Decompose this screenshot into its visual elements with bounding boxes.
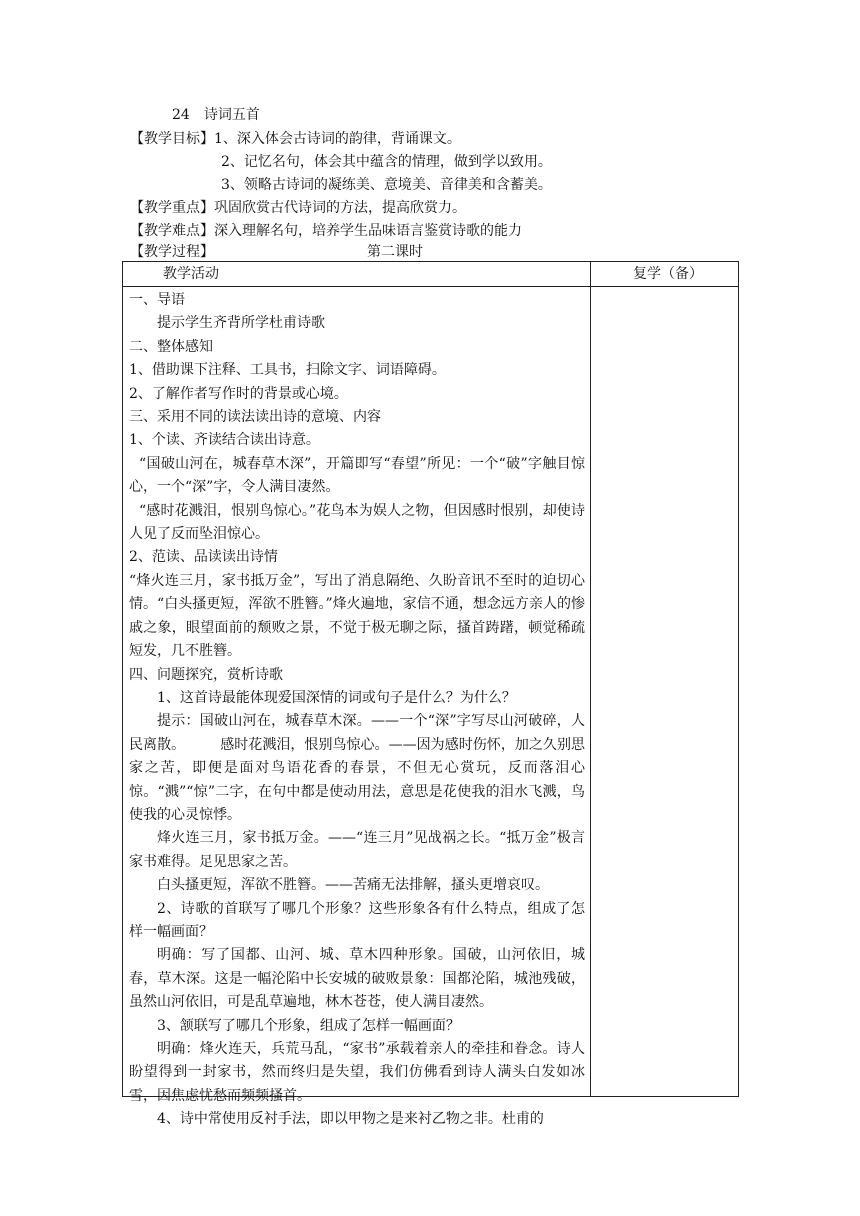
column-header-review: 复学（备） [633, 266, 703, 282]
activity-paragraph: 4、诗中常使用反衬手法，即以甲物之是来衬乙物之非。杜甫的 [157, 1111, 544, 1128]
activity-paragraph: 四、问题探究，赏析诗歌 [129, 666, 283, 683]
activity-paragraph: 二、整体感知 [129, 338, 213, 355]
activity-content [129, 289, 585, 1132]
column-header-activity: 教学活动 [163, 266, 219, 282]
teaching-goal-1: 1、深入体会古诗词的韵律，背诵课文。 [214, 131, 461, 147]
activity-paragraph: “感时花溅泪，恨别鸟惊心。”花鸟本为娱人之物，但因感时恨别，却使诗人见了反而坠泪惊心。 [129, 502, 585, 543]
activity-paragraph: 1、个读、齐读结合读出诗意。 [129, 432, 320, 449]
teaching-key-label: 【教学重点】 [130, 200, 214, 216]
activity-paragraph: “国破山河在，城春草木深”，开篇即写“春望”所见：一个“破”字触目惊心，一个“深”字，令人满目凄然。 [129, 455, 585, 496]
teaching-goal-3: 3、领略古诗词的凝练美、意境美、音律美和含蓄美。 [221, 177, 552, 193]
activity-paragraph: 提示学生齐背所学杜甫诗歌 [157, 315, 325, 332]
activity-paragraph: 3、颔联写了哪几个形象，组成了怎样一幅画面？ [157, 1017, 460, 1034]
session-label: 第二课时 [367, 244, 423, 260]
activity-paragraph: 明确：写了国都、山河、城、草木四种形象。国破，山河依旧，城春，草木深。这是一幅沦陷中长安城的破败景象：国都沦陷，城池残破，虽然山河依旧，可是乱草遍地，林木苍苍，使人满目凄然。 [129, 947, 585, 1011]
table-header-divider [123, 286, 738, 287]
activity-paragraph: 2、了解作者写作时的背景或心境。 [129, 385, 348, 402]
activity-paragraph: 1、借助课下注释、工具书，扫除文字、词语障碍。 [129, 362, 446, 379]
teaching-process-label: 【教学过程】 [130, 244, 214, 260]
activity-paragraph: 白头搔更短，浑欲不胜簪。——苦痛无法排解，搔头更增哀叹。 [157, 877, 549, 894]
teaching-goals-label: 【教学目标】 [130, 131, 214, 147]
teaching-key-text: 巩固欣赏古代诗词的方法，提高欣赏力。 [214, 200, 466, 216]
teaching-goals-line-1 [130, 128, 461, 151]
teaching-goal-2: 2、记忆名句，体会其中蕴含的情理，做到学以致用。 [221, 154, 552, 170]
activity-paragraph: 提示：国破山河在，城春草木深。——一个“深”字写尽山河破碎，人民离散。 感时花溅泪，恨别鸟惊心。——因为感时伤怀，加之久别思家之苦，即便是面对鸟语花香的春景，不但无心赏玩，反而落泪心惊。“溅”“惊”二字，在句中都是使动用法，意思是花使我的泪水飞溅，鸟使我的心灵惊悸。 [129, 713, 585, 823]
teaching-difficulties [130, 220, 522, 243]
activity-paragraph: 一、导语 [129, 292, 185, 308]
teaching-difficulty-text: 深入理解名句，培养学生品味语言鉴赏诗歌的能力 [214, 223, 522, 239]
activity-paragraph: 2、范读、品读读出诗情 [129, 549, 278, 566]
teaching-difficulty-label: 【教学难点】 [130, 223, 214, 239]
table-column-divider [590, 262, 591, 1096]
teaching-key-points [130, 197, 466, 220]
activity-paragraph: “烽火连三月，家书抵万金”，写出了消息隔绝、久盼音讯不至时的迫切心情。“白头搔更短，浑欲不胜簪。”烽火遍地，家信不通，想念远方亲人的惨戚之象，眼望面前的颓败之景，不觉于极无聊之际，搔首踌躇，顿觉稀疏短发，几不胜簪。 [129, 572, 585, 660]
lesson-title: 24 诗词五首 [172, 107, 260, 123]
activity-paragraph: 明确：烽火连天，兵荒马乱，“家书”承载着亲人的牵挂和眷念。诗人盼望得到一封家书，然而终归是失望，我们仿佛看到诗人满头白发如冰雪，因焦虑忧愁而频频搔首。 [129, 1041, 585, 1104]
lesson-table [122, 261, 739, 1128]
activity-paragraph: 烽火连三月，家书抵万金。——“连三月”见战祸之长。“抵万金”极言家书难得。足见思家之苦。 [129, 830, 585, 870]
activity-paragraph: 1、这首诗最能体现爱国深情的词或句子是什么？为什么？ [157, 689, 516, 706]
activity-paragraph: 2、诗歌的首联写了哪几个形象？这些形象各有什么特点，组成了怎样一幅画面？ [129, 900, 585, 940]
activity-paragraph: 三、采用不同的读法读出诗的意境、内容 [129, 409, 381, 426]
